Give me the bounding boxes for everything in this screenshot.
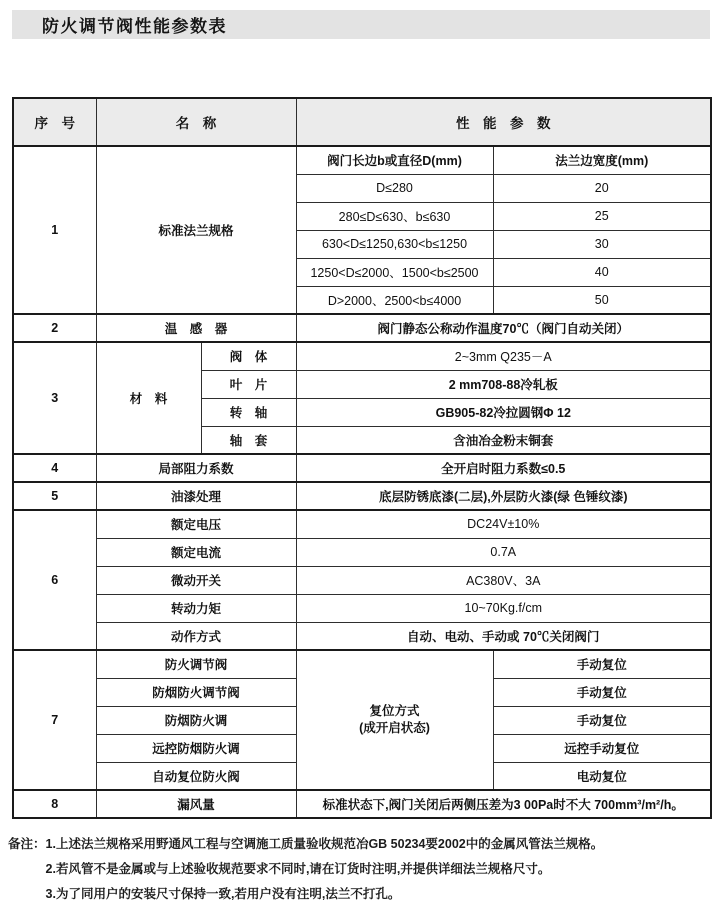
cell-sensor-name: 温 感 器 (96, 314, 296, 342)
flange-col2-header: 法兰边宽度(mm) (493, 146, 711, 174)
material-part-1: 叶 片 (201, 370, 296, 398)
footnotes (8, 832, 712, 902)
electrical-value-0: DC24V±10% (296, 510, 711, 538)
flange-width-2: 30 (493, 230, 711, 258)
cell-seq-8: 8 (13, 790, 96, 818)
electrical-row (13, 510, 711, 538)
footnotes-items (46, 832, 604, 902)
reset-name-2: 防烟防火调 (96, 706, 296, 734)
reset-value-0: 手动复位 (493, 650, 711, 678)
footnote-item-2: 2.若风管不是金属或与上述验收规范要求不同时,请在订货时注明,并提供详细法兰规格尺寸。 (45, 862, 551, 876)
paint-row (13, 482, 711, 510)
flange-range-1: 280≤D≤630、b≤630 (296, 202, 493, 230)
cell-material-name: 材 料 (96, 342, 201, 454)
electrical-row (13, 538, 711, 566)
flange-width-0: 20 (493, 174, 711, 202)
header-seq: 序 号 (13, 98, 96, 146)
flange-subheader-row (13, 146, 711, 174)
reset-value-1: 手动复位 (493, 678, 711, 706)
footnote-item-3: 3.为了同用户的安装尺寸保持一致,若用户没有注明,法兰不打孔。 (45, 887, 401, 901)
electrical-value-1: 0.7A (296, 538, 711, 566)
cell-flange-name: 标准法兰规格 (96, 146, 296, 314)
electrical-row (13, 622, 711, 650)
reset-name-0: 防火调节阀 (96, 650, 296, 678)
electrical-name-4: 动作方式 (96, 622, 296, 650)
electrical-row (13, 566, 711, 594)
cell-paint-value: 底层防锈底漆(二层),外层防火漆(绿 色锤纹漆) (296, 482, 711, 510)
reset-value-2: 手动复位 (493, 706, 711, 734)
material-row (13, 342, 711, 370)
cell-seq-5: 5 (13, 482, 96, 510)
reset-value-3: 远控手动复位 (493, 734, 711, 762)
flange-width-1: 25 (493, 202, 711, 230)
header-name: 名 称 (96, 98, 296, 146)
electrical-name-1: 额定电流 (96, 538, 296, 566)
header-params: 性 能 参 数 (296, 98, 711, 146)
reset-name-1: 防烟防火调节阀 (96, 678, 296, 706)
flange-range-4: D>2000、2500<b≤4000 (296, 286, 493, 314)
cell-seq-1: 1 (13, 146, 96, 314)
reset-mode-line1: 复位方式 (369, 704, 420, 718)
flange-range-3: 1250<D≤2000、1500<b≤2500 (296, 258, 493, 286)
electrical-value-2: AC380V、3A (296, 566, 711, 594)
cell-seq-2: 2 (13, 314, 96, 342)
page-title: 防火调节阀性能参数表 (42, 17, 227, 36)
cell-resistance-value: 全开启时阻力系数≤0.5 (296, 454, 711, 482)
spec-table (12, 97, 712, 819)
cell-seq-7: 7 (13, 650, 96, 790)
cell-seq-3: 3 (13, 342, 96, 454)
material-part-3: 轴 套 (201, 426, 296, 454)
cell-resistance-name: 局部阻力系数 (96, 454, 296, 482)
electrical-row (13, 594, 711, 622)
material-part-0: 阀 体 (201, 342, 296, 370)
leakage-row (13, 790, 711, 818)
table-header-row (13, 98, 711, 146)
cell-reset-mode (296, 650, 493, 790)
reset-name-3: 远控防烟防火调 (96, 734, 296, 762)
footnotes-label: 备注： (8, 837, 46, 851)
flange-width-4: 50 (493, 286, 711, 314)
cell-sensor-value: 阀门静态公称动作温度70℃（阀门自动关闭） (296, 314, 711, 342)
flange-range-0: D≤280 (296, 174, 493, 202)
material-value-1: 2 mm708-88冷轧板 (296, 370, 711, 398)
reset-row (13, 650, 711, 678)
title-bar (12, 10, 710, 39)
cell-leakage-value: 标准状态下,阀门关闭后两侧压差为3 00Pa时不大 700mm³/m²/h。 (296, 790, 711, 818)
reset-mode-line2: (成开启状态) (359, 721, 430, 735)
electrical-name-2: 微动开关 (96, 566, 296, 594)
electrical-value-4: 自动、电动、手动或 70℃关闭阀门 (296, 622, 711, 650)
sensor-row (13, 314, 711, 342)
material-part-2: 转 轴 (201, 398, 296, 426)
cell-seq-6: 6 (13, 510, 96, 650)
electrical-name-3: 转动力矩 (96, 594, 296, 622)
cell-leakage-name: 漏风量 (96, 790, 296, 818)
material-value-3: 含油冶金粉末铜套 (296, 426, 711, 454)
material-value-2: GB905-82冷拉圆钢Φ 12 (296, 398, 711, 426)
flange-width-3: 40 (493, 258, 711, 286)
flange-col1-header: 阀门长边b或直径D(mm) (296, 146, 493, 174)
resistance-row (13, 454, 711, 482)
electrical-name-0: 额定电压 (96, 510, 296, 538)
flange-range-2: 630<D≤1250,630<b≤1250 (296, 230, 493, 258)
electrical-value-3: 10~70Kg.f/cm (296, 594, 711, 622)
cell-seq-4: 4 (13, 454, 96, 482)
cell-paint-name: 油漆处理 (96, 482, 296, 510)
reset-name-4: 自动复位防火阀 (96, 762, 296, 790)
material-value-0: 2~3mm Q235－A (296, 342, 711, 370)
footnote-item-1: 1.上述法兰规格采用野通风工程与空调施工质量验收规范冶GB 50234要2002中的金属风管法兰规格。 (45, 837, 604, 851)
reset-value-4: 电动复位 (493, 762, 711, 790)
